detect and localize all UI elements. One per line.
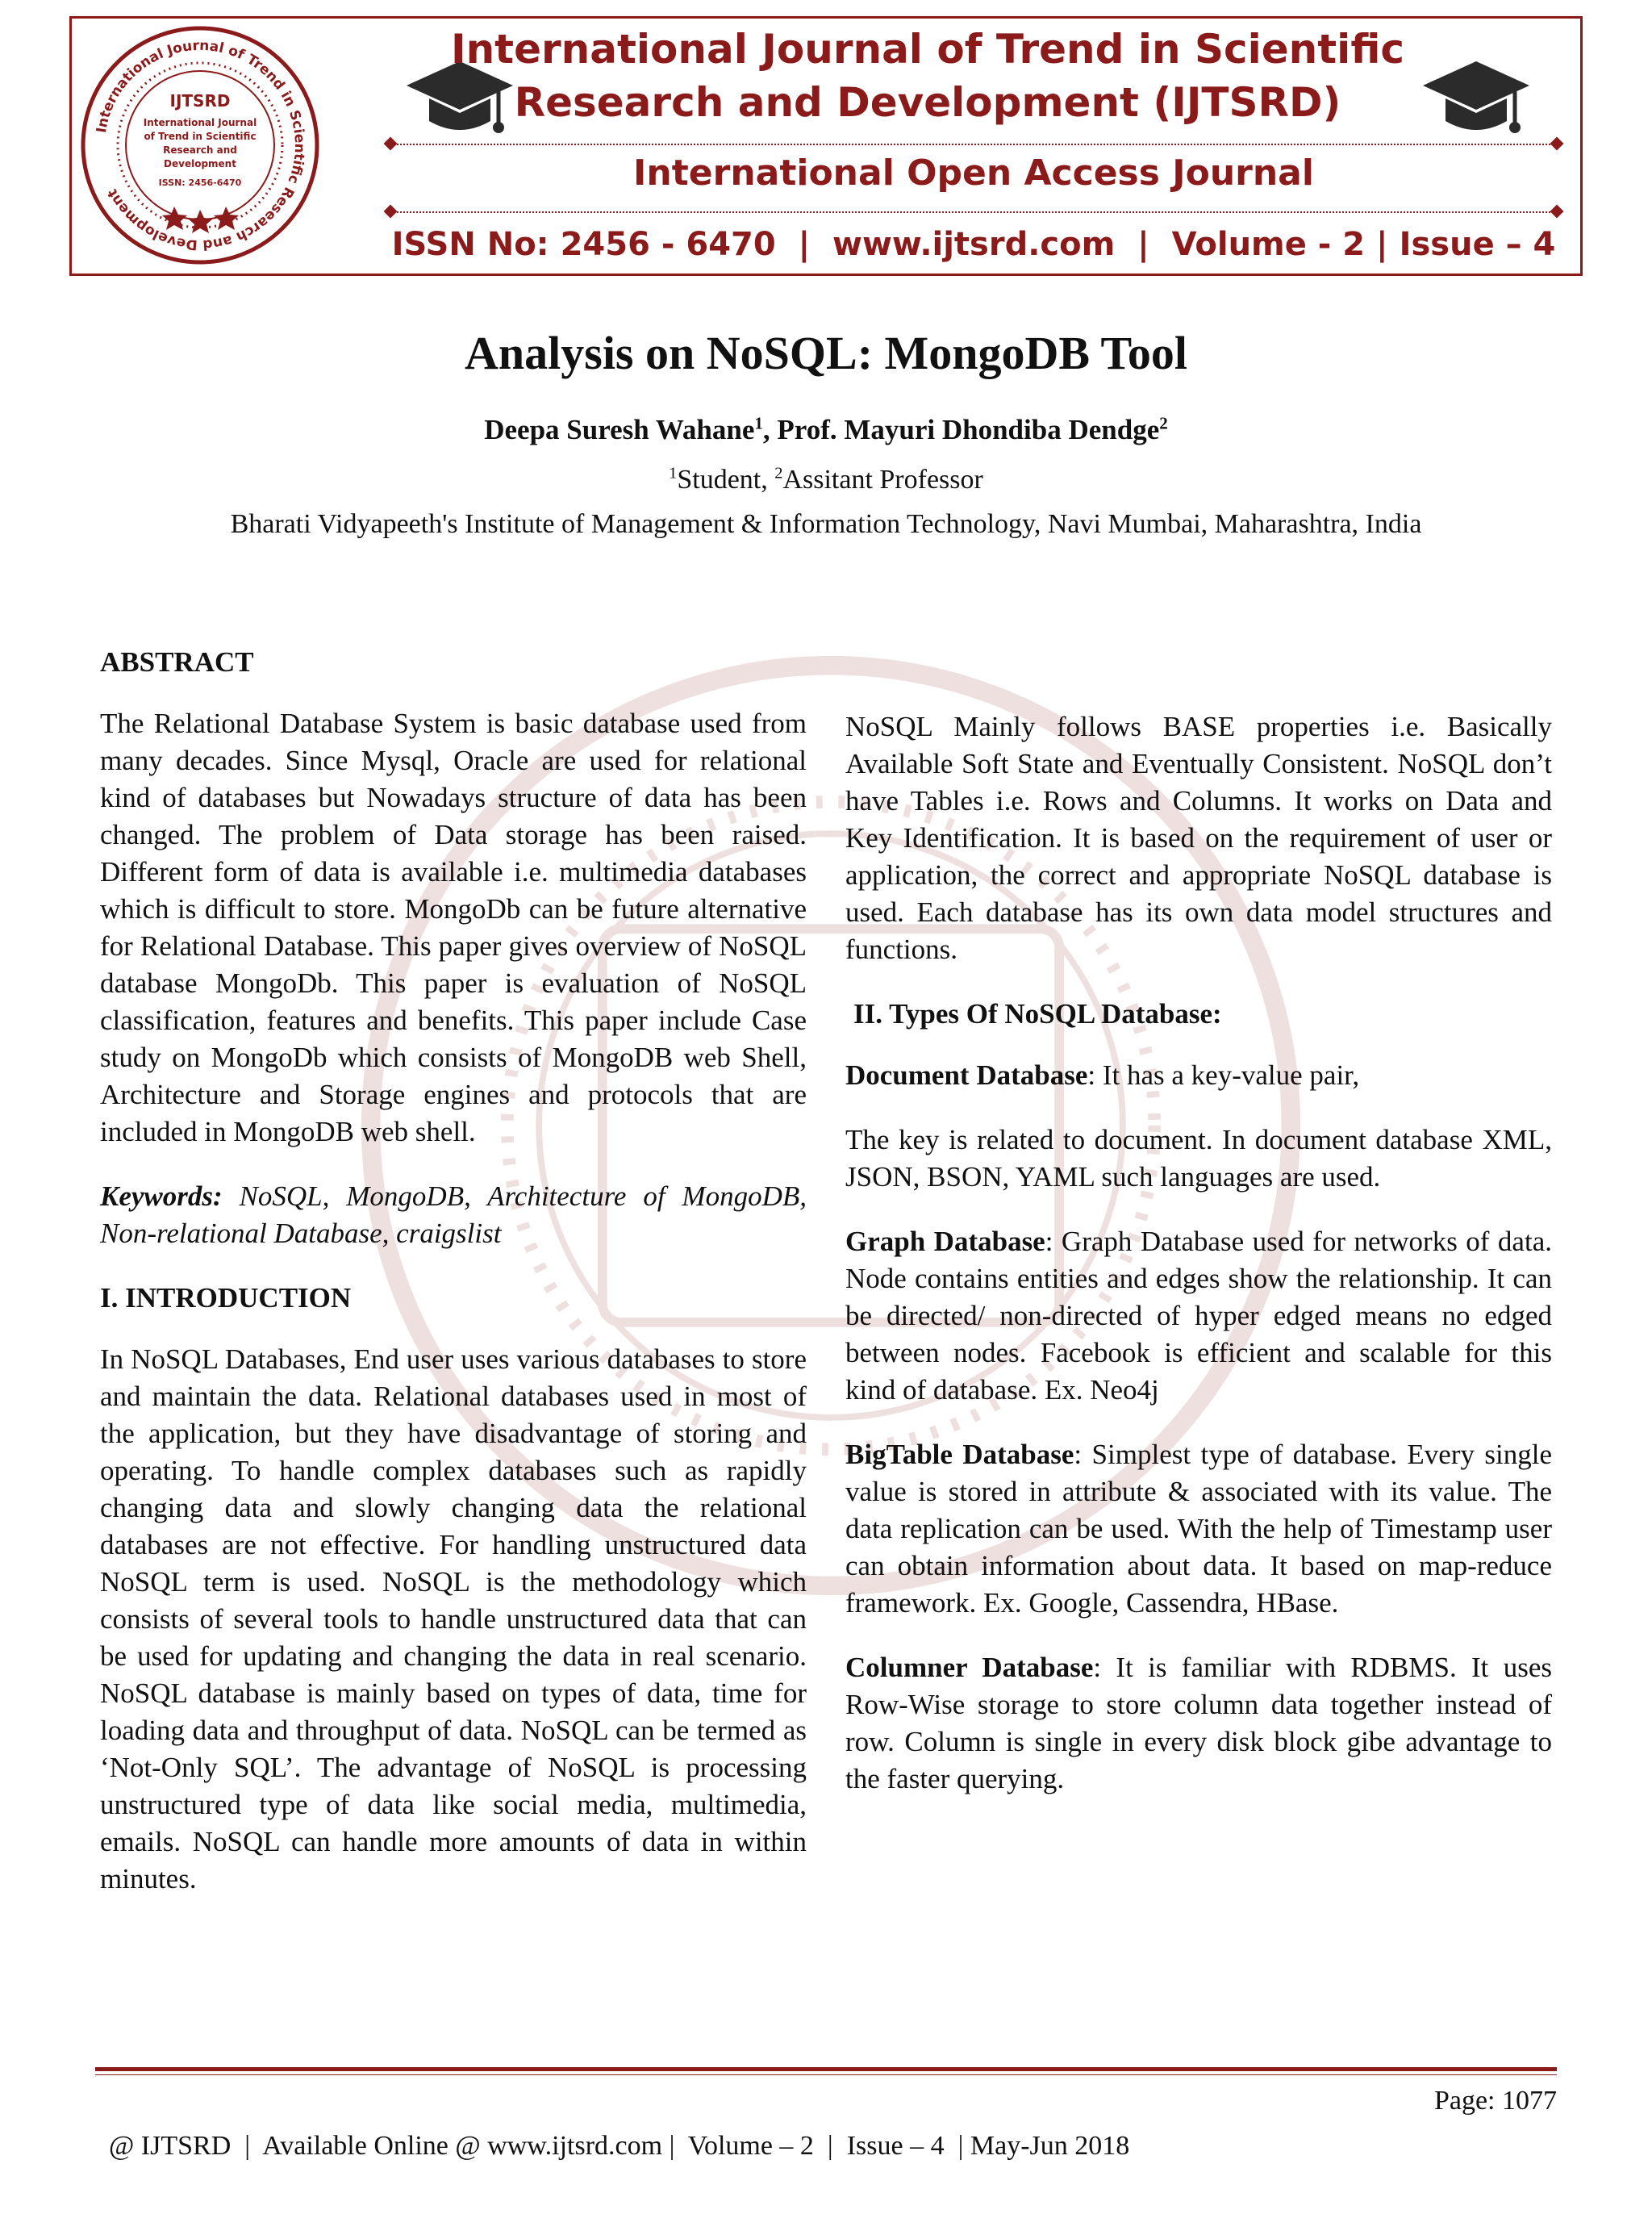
role-mark: 2: [774, 464, 783, 482]
graduation-cap-icon: [1420, 55, 1533, 144]
page-number: Page: 1077: [1433, 2086, 1557, 2116]
document-database-detail: The key is related to document. In document database XML, JSON, BSON, YAML such languages are used.: [845, 1124, 1552, 1193]
page-footer: [95, 2078, 1557, 2214]
journal-title-line-2: Research and Development (IJTSRD): [514, 79, 1341, 126]
author-name: Prof. Mayuri Dhondiba Dendge: [777, 414, 1160, 445]
svg-text:of Trend in Scientific: of Trend in Scientific: [144, 131, 257, 142]
bigtable-database-text: : Simplest type of database. Every single value is stored in attribute & associated with its value. The data replication can be used. With the help of Timestamp user can obtain information about data. It based on map-reduce framework. Ex. Google, Cassendra, HBase.: [845, 1439, 1552, 1619]
author-name: Deepa Suresh Wahane: [484, 414, 755, 445]
author-roles: [0, 460, 1652, 500]
footer-citation: @ IJTSRD | Available Online @ www.ijtsrd.com | Volume – 2 | Issue – 4 | May-Jun 2018: [109, 2131, 1130, 2161]
journal-title-line-1: International Journal of Trend in Scientific: [450, 26, 1405, 73]
columner-database-text: : It is familiar with RDBMS. It uses Row-Wise storage to store column data together instead of row. Column is single in every disk block gibe advantage to the faster querying.: [845, 1652, 1552, 1794]
header-divider: [390, 144, 1557, 145]
right-column: [845, 708, 1552, 1825]
keywords-text: NoSQL, MongoDB, Architecture of MongoDB, Non-relational Database, craigslist: [100, 1180, 807, 1249]
introduction-heading: I. INTRODUCTION: [100, 1282, 352, 1314]
author-affiliation-mark: 1: [754, 413, 763, 433]
role-mark: 1: [669, 464, 678, 482]
document-database-text: : It has a key-value pair,: [1087, 1059, 1360, 1091]
journal-seal-logo: [79, 24, 321, 266]
introduction-paragraph: In NoSQL Databases, End user uses various databases to store and maintain the data. Relational databases used in most of the application, but they have disadvantage of storing and operating. To handle complex databases such as rapidly changing data and slowly changing data the relational databases are not effective. For handling unstructured data NoSQL term is used. NoSQL is the methodology which consists of several tools to handle unstructured data that can be used for updating and changing the data in real scenario. NoSQL database is mainly based on types of data, time for loading data and throughput of data. NoSQL can be termed as ‘Not-Only SQL’. The advantage of NoSQL is processing unstructured type of data like social media, multimedia, emails. NoSQL can handle more amounts of data in within minutes.: [100, 1343, 807, 1894]
keywords-label: Keywords:: [100, 1180, 223, 1212]
footer-divider: [95, 2067, 1557, 2071]
svg-text:Development: Development: [164, 158, 236, 169]
author-affiliation: Bharati Vidyapeeth's Institute of Management & Information Technology, Navi Mumbai, Maharashtra, India: [230, 509, 1422, 539]
svg-text:IJTSRD: IJTSRD: [169, 91, 231, 111]
svg-text:International Journal of Trend: International Journal of Trend in Scientific Research and Development: [94, 37, 308, 253]
svg-text:ISSN: 2456-6470: ISSN: 2456-6470: [158, 178, 242, 188]
types-heading: II. Types Of NoSQL Database:: [853, 998, 1222, 1030]
columner-database-term: Columner Database: [845, 1652, 1094, 1683]
author-list: [0, 410, 1652, 450]
role-label: Student,: [677, 465, 775, 495]
abstract-heading: ABSTRACT: [100, 646, 254, 678]
paper-title: Analysis on NoSQL: MongoDB Tool: [464, 327, 1188, 379]
role-label: Assitant Professor: [782, 465, 983, 495]
svg-text:Research and: Research and: [163, 144, 237, 156]
keywords-paragraph: [100, 1178, 807, 1252]
graph-database-term: Graph Database: [845, 1226, 1045, 1257]
svg-text:International Journal: International Journal: [143, 117, 257, 128]
open-access-label: International Open Access Journal: [633, 152, 1314, 194]
columner-database-paragraph: [845, 1649, 1552, 1798]
document-database-paragraph: [845, 1057, 1552, 1094]
graph-database-text: : Graph Database used for networks of data. Node contains entities and edges show the relationship. It can be directed/ non-directed of hyper edged means no edged between nodes. Facebook is efficient and scalable for this kind of database. Ex. Neo4j: [845, 1226, 1552, 1406]
graph-database-paragraph: [845, 1223, 1552, 1409]
left-column: [100, 644, 807, 1925]
footer-divider: [95, 2074, 1557, 2075]
author-affiliation-mark: 2: [1159, 413, 1168, 433]
document-database-term: Document Database: [845, 1059, 1088, 1091]
bigtable-database-paragraph: [845, 1436, 1552, 1622]
base-properties-paragraph: NoSQL Mainly follows BASE properties i.e. Basically Available Soft State and Eventually Consistent. NoSQL don’t have Tables i.e. Rows and Columns. It works on Data and Key Identification. It is based on the requirement of user or application, the correct and appropriate NoSQL database is used. Each database has its own data model structures and functions.: [845, 711, 1552, 965]
header-divider: [390, 211, 1557, 213]
abstract-paragraph: The Relational Database System is basic database used from many decades. Since Mysql, Oracle are used for relational kind of databases but Nowadays structure of data has been changed. The problem of Data storage has been raised. Different form of data is available i.e. multimedia databases which is difficult to store. MongoDb can be future alternative for Relational Database. This paper gives overview of NoSQL database MongoDb. This paper is evaluation of NoSQL classification, features and benefits. This paper include Case study on MongoDb which consists of MongoDB web Shell, Architecture and Storage engines and protocols that are included in MongoDB web shell.: [100, 708, 807, 1147]
journal-title: [436, 23, 1420, 129]
author-separator: ,: [762, 414, 778, 445]
bigtable-database-term: BigTable Database: [845, 1439, 1074, 1470]
issn-volume-line: ISSN No: 2456 - 6470 | www.ijtsrd.com | Volume - 2 | Issue – 4: [391, 226, 1556, 263]
